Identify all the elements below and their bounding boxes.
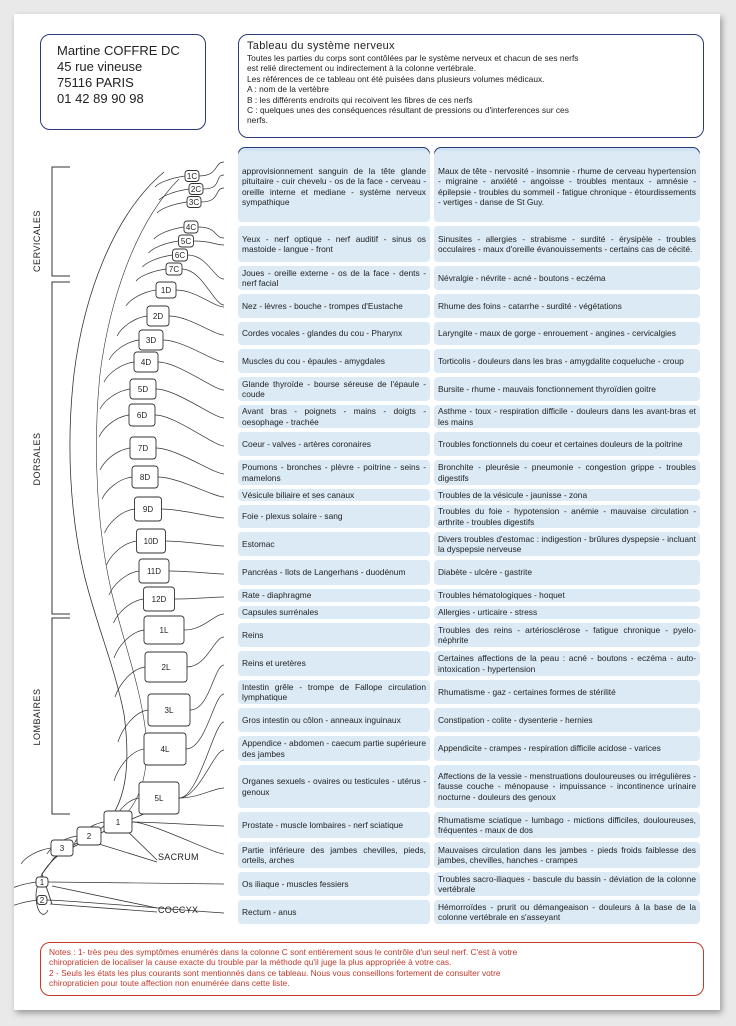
cell-symptoms — [434, 432, 700, 456]
vertebra-label: 1D — [160, 286, 172, 295]
vertebra-label: 2C — [190, 185, 202, 194]
nerve-connector — [169, 316, 224, 335]
table-row — [238, 560, 704, 587]
cell-body-part — [238, 532, 430, 556]
table-row — [238, 736, 704, 763]
nerve-connector — [156, 448, 224, 474]
vertebra-label: 2L — [161, 663, 171, 672]
vertebra-label: 3C — [188, 198, 200, 207]
nerve-connector — [176, 290, 224, 307]
cell-body-part-text: Poumons - bronches - plèvre - poitrine - seins - mamelons — [242, 462, 426, 483]
table-row — [238, 606, 704, 621]
vertebra-process — [102, 477, 132, 499]
cell-body-part-text: Glande thyroïde - bourse séreuse de l'épaule - coude — [242, 378, 426, 399]
table-row — [238, 900, 704, 926]
cell-symptoms-text: Maux de tête - nervosité - insomnie - rhume de cerveau hypertension - migraine - anxiété - angoisse - troubles mentaux - amnésie - épilepsie - troubles du sommeil - fatigue chronique - étourdissements - vertiges - danse de St Guy. — [438, 166, 696, 207]
cell-symptoms — [434, 532, 700, 556]
vertebra-label: 3L — [164, 706, 174, 715]
cell-body-part — [238, 460, 430, 485]
vertebra-process — [107, 541, 137, 565]
cell-body-part-text: Rectum - anus — [242, 906, 297, 917]
cell-body-part-text: Muscles du cou - épaules - amygdales — [242, 355, 385, 366]
cell-body-part — [238, 842, 430, 868]
cell-body-part — [238, 560, 430, 585]
table-row — [238, 432, 704, 458]
table-row — [238, 842, 704, 870]
cell-body-part — [238, 812, 430, 838]
cell-symptoms — [434, 151, 700, 222]
nerve-connector — [175, 597, 225, 599]
cell-body-part — [238, 589, 430, 602]
cell-body-part-text: Avant bras - poignets - mains - doigts - oesophage - trachée — [242, 406, 426, 427]
nerve-connector — [158, 362, 224, 390]
cell-body-part — [238, 680, 430, 704]
cell-body-part — [238, 349, 430, 373]
table-row — [238, 765, 704, 810]
cell-symptoms — [434, 680, 700, 704]
vertebra-process — [115, 667, 145, 697]
cell-symptoms — [434, 489, 700, 501]
cell-body-part — [238, 606, 430, 619]
cell-symptoms — [434, 623, 700, 647]
table-row — [238, 651, 704, 678]
vertebra-label: 2 — [86, 832, 92, 841]
cell-symptoms-text: Hémorroïdes - prurit ou démangeaison - douleurs à la base de la colonne vertébrale en s'asseyant — [438, 901, 696, 922]
cell-symptoms — [434, 708, 700, 732]
cell-body-part-text: Nez - lèvres - bouche - trompes d'Eustache — [242, 300, 403, 311]
intro-line: nerfs. — [247, 115, 268, 126]
vertebra-label: 1L — [159, 626, 169, 635]
vertebra-label: 5L — [154, 794, 164, 803]
nerve-connector — [132, 822, 224, 826]
table-row — [238, 589, 704, 604]
region-label-sacrum: SACRUM — [158, 852, 199, 862]
table-row — [238, 151, 704, 224]
notes-box — [40, 942, 704, 996]
vertebra-process — [14, 882, 36, 892]
note-line: Notes : 1- très peu des symptômes enumérés dans la colonne C sont entièrement sous le contrôle d'un seul nerf. C'est à votre — [49, 947, 518, 957]
cell-symptoms — [434, 736, 700, 761]
nerve-connector — [182, 269, 224, 305]
cell-body-part-text: Rate - diaphragme — [242, 590, 312, 601]
cell-symptoms-text: Laryngite - maux de gorge - enrouement - angines - cervicalgies — [438, 328, 676, 339]
page-sheet — [14, 14, 720, 1010]
nerve-connector — [162, 509, 225, 518]
cell-symptoms-text: Troubles de la vésicule - jaunisse - zona — [438, 489, 588, 500]
cell-symptoms-text: Torticolis - douleurs dans les bras - amygdalite coqueluche - croup — [438, 355, 684, 366]
nerve-connector — [184, 614, 224, 630]
cell-symptoms — [434, 349, 700, 373]
cell-body-part-text: Intestin grêle - trompe de Fallope circulation lymphatique — [242, 681, 426, 702]
cell-symptoms — [434, 765, 700, 808]
contact-name: Martine COFFRE DC — [57, 43, 180, 58]
cell-body-part — [238, 872, 430, 896]
brace-dorsales — [52, 282, 70, 614]
cell-body-part — [238, 623, 430, 647]
note-line: 2 - Seuls les états les plus courants sont mentionnés dans ce tableau. Nous vous conseillons fortement de consulter votre — [49, 967, 501, 978]
cell-symptoms — [434, 294, 700, 318]
note-line: chiropraticien de localiser la cause exacte du trouble par la méthode qu'il juge la plus appropriée à votre cas. — [49, 957, 452, 968]
nerve-connector — [198, 227, 224, 238]
cell-body-part — [238, 505, 430, 528]
cell-symptoms-text: Asthme - toux - respiration difficile - douleurs dans les avant-bras et les mains — [438, 406, 696, 427]
cell-symptoms-text: Divers troubles d'estomac : indigestion - brûlures dyspepsie - incluant la dyspepsie nerveuse — [438, 533, 696, 554]
vertebra-label: 10D — [143, 537, 159, 546]
cell-body-part-text: approvisionnement sanguin de la tête glande pituitaire - cuir chevelu - os de la face - cerveau - oreille interne et mediane - système nerveux sympathique — [242, 166, 426, 207]
cell-body-part-text: Partie inférieure des jambes chevilles, pieds, orteils, arches — [242, 844, 426, 865]
table-row — [238, 460, 704, 487]
intro-box — [238, 34, 704, 138]
nerve-connector — [190, 665, 224, 710]
table-row — [238, 294, 704, 320]
cell-body-part — [238, 322, 430, 345]
cell-body-part-text: Os iliaque - muscles fessiers — [242, 878, 349, 889]
cell-body-part — [238, 266, 430, 290]
vertebra-label: 6C — [174, 251, 186, 260]
cell-symptoms-text: Rhumatisme - gaz - certaines formes de stérilité — [438, 686, 616, 697]
nerve-connector — [169, 571, 224, 574]
cell-symptoms — [434, 405, 700, 428]
table-row — [238, 489, 704, 503]
region-label-dorsales: DORSALES — [32, 432, 42, 486]
cell-body-part-text: Estomac — [242, 538, 275, 549]
intro-line: A : nom de la vertèbre — [247, 84, 329, 95]
table-row — [238, 623, 704, 649]
vertebra-label: 3 — [59, 844, 65, 853]
spine-diagram — [14, 14, 244, 944]
cell-symptoms-text: Constipation - colite - dysenterie - hernies — [438, 714, 593, 725]
cell-body-part — [238, 489, 430, 501]
cell-body-part-text: Joues - oreille externe - os de la face - dents - nerf facial — [242, 267, 426, 288]
cell-symptoms — [434, 812, 700, 838]
nerve-connector — [187, 637, 224, 667]
cell-body-part — [238, 294, 430, 318]
cell-body-part-text: Organes sexuels - ovaires ou testicules - utérus - genoux — [242, 776, 426, 797]
intro-title: Tableau du système nerveux — [247, 40, 395, 52]
vertebra-label: 5D — [137, 385, 149, 394]
cell-body-part-text: Appendice - abdomen - caecum partie supérieure des jambes — [242, 738, 426, 759]
cell-symptoms — [434, 872, 700, 896]
table-row — [238, 377, 704, 403]
cell-body-part — [238, 405, 430, 428]
intro-line: est relié directement ou indirectement à la colonne vertébrale. — [247, 63, 477, 74]
table-row — [238, 505, 704, 530]
vertebra-process — [114, 599, 144, 623]
cell-body-part — [238, 900, 430, 924]
nerve-connector — [158, 477, 224, 497]
cell-symptoms-text: Troubles des reins - artériosclérose - fatigue chronique - pyelo-néphrite — [438, 624, 696, 645]
brace-cervicales — [52, 167, 70, 276]
cell-symptoms-text: Diabète - ulcère - gastrite — [438, 567, 533, 578]
nerve-connector — [199, 162, 224, 176]
cell-body-part — [238, 377, 430, 401]
cell-body-part-text: Capsules surrénales — [242, 607, 319, 618]
cell-symptoms — [434, 606, 700, 619]
vertebra-process — [99, 415, 129, 437]
cell-symptoms-text: Névralgie - névrite - acné - boutons - eczéma — [438, 272, 606, 283]
vertebra-label: 4L — [160, 745, 170, 754]
vertebra-process — [100, 389, 130, 409]
cell-symptoms — [434, 651, 700, 676]
nerve-connector — [201, 188, 224, 202]
cell-body-part-text: Reins — [242, 629, 264, 640]
vertebra-process — [159, 189, 189, 200]
table-row — [238, 532, 704, 558]
cell-body-part-text: Coeur - valves - artères coronaires — [242, 438, 371, 449]
table-row — [238, 708, 704, 734]
cell-symptoms — [434, 900, 700, 924]
cell-symptoms-text: Mauvaises circulation dans les jambes - pieds froids faiblesse des jambes, chevilles, hanches - crampes — [438, 844, 696, 865]
vertebra-label: 1 — [39, 878, 45, 887]
vertebra-process — [126, 290, 156, 306]
region-label-lombaires: LOMBAIRES — [32, 688, 42, 746]
cell-symptoms — [434, 460, 700, 485]
cell-symptoms-text: Appendicite - crampes - respiration difficile acidose - varices — [438, 743, 661, 754]
contact-phone: 01 42 89 90 98 — [57, 91, 144, 106]
pointer-coccyx — [50, 904, 157, 912]
cell-symptoms-text: Rhume des foins - catarrhe - surdité - végétations — [438, 300, 622, 311]
cell-body-part-text: Pancréas - Ilots de Langerhans - duodénum — [242, 567, 406, 578]
contact-street: 45 rue vineuse — [57, 59, 143, 74]
table-row — [238, 266, 704, 292]
cell-symptoms — [434, 322, 700, 345]
vertebra-process — [14, 900, 37, 909]
cell-symptoms-text: Bronchite - pleurésie - pneumonie - congestion grippe - troubles digestifs — [438, 462, 696, 483]
cell-symptoms — [434, 505, 700, 528]
vertebra-label: 11D — [146, 567, 162, 576]
table-row — [238, 872, 704, 898]
cell-body-part-text: Prostate - muscle lombaires - nerf sciatique — [242, 819, 404, 830]
region-label-coccyx: COCCYX — [158, 905, 199, 915]
vertebra-process — [157, 202, 187, 213]
cell-body-part-text: Foie - plexus solaire - sang — [242, 511, 343, 522]
vertebra-label: 4C — [185, 223, 197, 232]
vertebra-label: 2D — [152, 312, 164, 321]
cell-body-part-text: Yeux - nerf optique - nerf auditif - sinus os mastoide - langue - front — [242, 233, 426, 254]
vertebra-process — [109, 571, 139, 595]
table-row — [238, 812, 704, 840]
vertebra-process — [104, 362, 134, 382]
vertebra-process — [114, 630, 144, 658]
intro-line: C : quelques unes des conséquences résultant de pressions ou d'interferences sur ces — [247, 105, 569, 116]
cell-symptoms-text: Allergies - urticaire - stress — [438, 607, 538, 618]
cell-body-part-text: Cordes vocales - glandes du cou - Pharynx — [242, 328, 403, 339]
cell-symptoms-text: Certaines affections de la peau : acné - boutons - eczéma - auto-intoxication - hypertension — [438, 653, 696, 674]
cell-body-part — [238, 226, 430, 262]
intro-line: Les références de ce tableau ont été puisées dans plusieurs volumes médicaux. — [247, 73, 545, 84]
cell-symptoms — [434, 266, 700, 290]
cell-symptoms-text: Affections de la vessie - menstruations douloureuses ou irrégulières - fausse couche - ménopause - impuissance - incontinence urinaire nocturne - douleurs des genoux — [438, 771, 696, 802]
cell-symptoms-text: Troubles hématologiques - hoquet — [438, 590, 565, 601]
vertebra-process — [155, 176, 185, 187]
cell-body-part — [238, 765, 430, 808]
table-row — [238, 226, 704, 264]
cell-symptoms — [434, 377, 700, 401]
cell-body-part — [238, 736, 430, 761]
cell-symptoms-text: Troubles sacro-iliaques - bascule du bassin - déviation de la colonne vertébrale — [438, 873, 696, 894]
nerve-connector — [194, 241, 225, 245]
vertebra-process — [136, 269, 166, 281]
vertebra-label: 7D — [137, 444, 149, 453]
vertebra-label: 6D — [136, 411, 148, 420]
vertebra-process — [100, 448, 130, 470]
cell-body-part — [238, 651, 430, 676]
vertebra-label: 9D — [142, 505, 154, 514]
pointer-coccyx — [52, 886, 157, 908]
nerve-connector — [155, 415, 224, 446]
nerve-connector — [188, 255, 225, 279]
cell-body-part — [238, 708, 430, 732]
cell-symptoms-text: Bursite - rhume - mauvais fonctionnement thyroïdien goitre — [438, 383, 656, 394]
note-line: chiropraticien pour toute affection non enumérée dans cette liste. — [49, 978, 290, 989]
table-row — [238, 680, 704, 706]
table-row — [238, 322, 704, 347]
cell-symptoms — [434, 842, 700, 868]
nerve-connector — [186, 694, 224, 749]
region-label-cervicales: CERVICALES — [32, 210, 42, 272]
cell-symptoms — [434, 589, 700, 602]
cell-body-part — [238, 432, 430, 456]
nerve-connector — [48, 882, 224, 884]
vertebra-process — [105, 509, 135, 533]
vertebra-process — [118, 710, 148, 742]
cell-symptoms — [434, 560, 700, 585]
cell-symptoms — [434, 226, 700, 262]
intro-line: Toutes les parties du corps sont contôlées par le système nerveux et chacun de ses nerfs — [247, 53, 579, 63]
nerve-connector — [156, 389, 224, 418]
vertebra-label: 7C — [168, 265, 180, 274]
vertebra-label: 4D — [140, 358, 152, 367]
vertebra-label: 12D — [151, 595, 167, 604]
vertebra-label: 1C — [186, 172, 198, 181]
cell-body-part-text: Reins et uretères — [242, 658, 306, 669]
vertebra-label: 5C — [180, 237, 192, 246]
cell-body-part-text: Vésicule biliaire et ses canaux — [242, 489, 355, 500]
cell-symptoms-text: Troubles du foie - hypotension - anémie - mauvaise circulation - arthrite - troubles digestifs — [438, 506, 696, 527]
cell-symptoms-text: Troubles fonctionnels du coeur et certaines douleurs de la poitrine — [438, 438, 683, 449]
nerve-connector — [163, 340, 224, 362]
table-row — [238, 349, 704, 375]
contact-city: 75116 PARIS — [57, 75, 134, 90]
brace-lombaires — [52, 618, 70, 814]
vertebra-process — [114, 749, 144, 781]
vertebra-label: 1 — [115, 818, 121, 827]
intro-line: B : les différents endroits qui recoivent les fibres de ces nerfs — [247, 94, 473, 105]
cell-body-part — [238, 151, 430, 222]
cell-symptoms-text: Rhumatisme sciatique - lumbago - mictions difficiles, douloureuses, fréquentes - maux de dos — [438, 814, 696, 835]
nerve-connector — [166, 541, 225, 546]
cell-body-part-text: Gros intestin ou côlon - anneaux inguinaux — [242, 714, 401, 725]
vertebra-label: 2 — [39, 896, 45, 905]
vertebra-label: 8D — [139, 473, 151, 482]
cell-symptoms-text: Sinusites - allergies - strabisme - surdité - érysipèle - troubles occulaires - maux d'oreille évanouissements - certains cas de cécité. — [438, 233, 696, 254]
vertebra-process — [21, 848, 51, 864]
table-row — [238, 405, 704, 430]
vertebra-label: 3D — [145, 336, 157, 345]
nerve-connector — [203, 175, 224, 189]
